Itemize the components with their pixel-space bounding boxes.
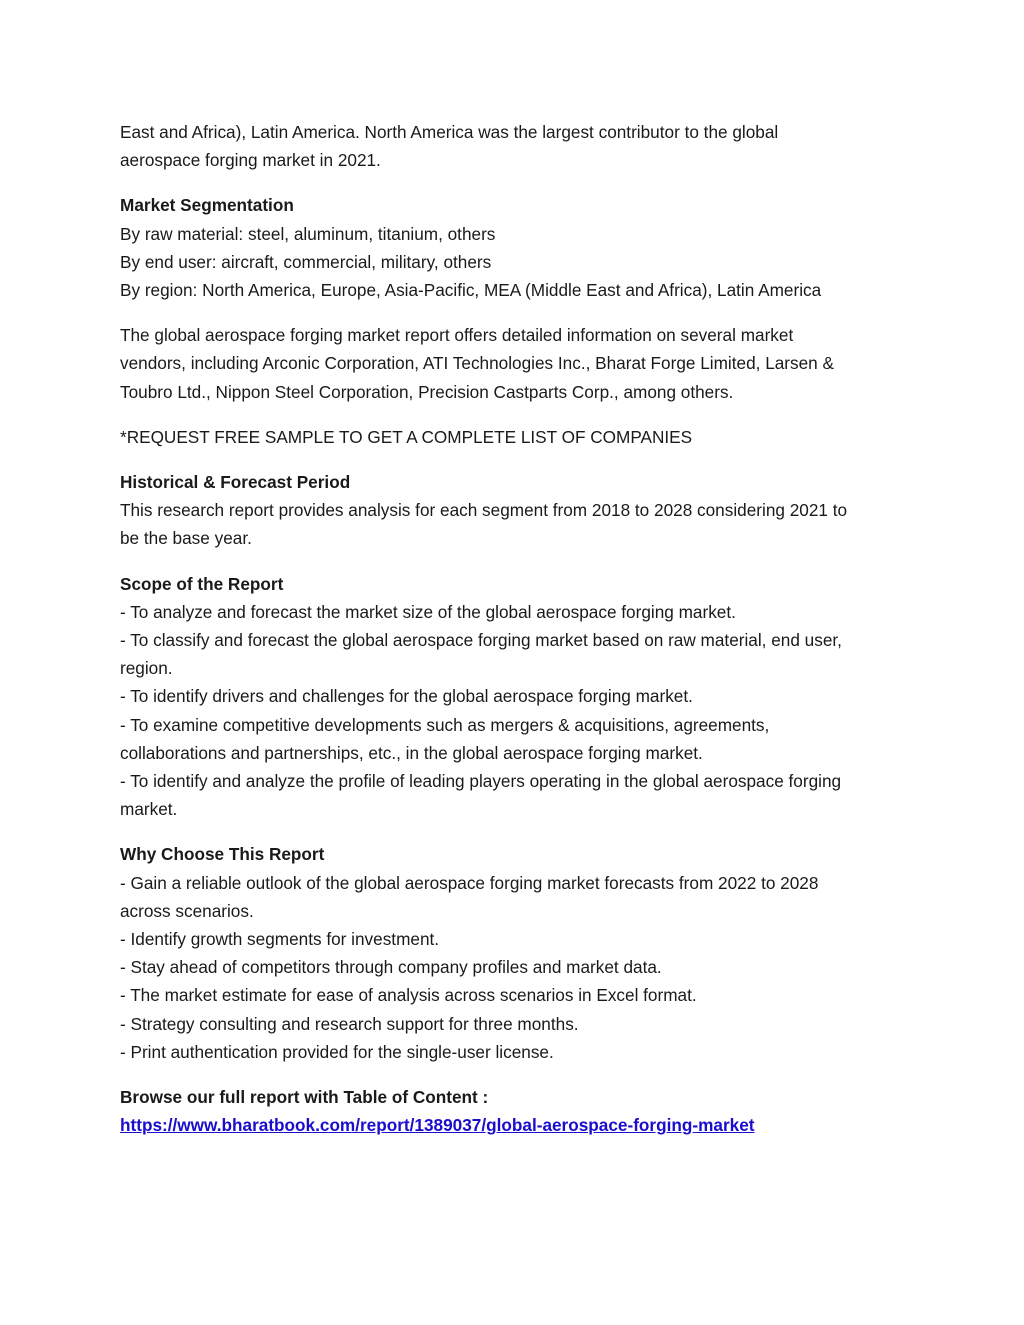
scope-heading: Scope of the Report <box>120 573 284 594</box>
segmentation-item: By raw material: steel, aluminum, titanium, others <box>120 223 496 244</box>
segmentation-item: By end user: aircraft, commercial, military, others <box>120 251 492 272</box>
request-sample-text: *REQUEST FREE SAMPLE TO GET A COMPLETE LIST OF COMPANIES <box>120 426 693 447</box>
document-page <box>120 118 910 1157</box>
browse-heading: Browse our full report with Table of Content : <box>120 1087 489 1108</box>
report-link[interactable]: https://www.bharatbook.com/report/1389037/global-aerospace-forging-market <box>120 1115 755 1136</box>
scope-line: region. <box>120 658 173 679</box>
browse-section <box>120 1083 910 1139</box>
intro-line: East and Africa), Latin America. North America was the largest contributor to the global <box>120 122 779 142</box>
why-choose-line: - Gain a reliable outlook of the global aerospace forging market forecasts from 2022 to 2028 <box>120 872 819 893</box>
scope-line: - To classify and forecast the global aerospace forging market based on raw material, end user, <box>120 630 842 651</box>
scope-line: collaborations and partnerships, etc., in the global aerospace forging market. <box>120 742 703 763</box>
vendors-line: vendors, including Arconic Corporation, ATI Technologies Inc., Bharat Forge Limited, Larsen & <box>120 353 834 374</box>
vendors-line: The global aerospace forging market report offers detailed information on several market <box>120 325 794 346</box>
historical-forecast-line: This research report provides analysis for each segment from 2018 to 2028 considering 2021 to <box>120 500 848 521</box>
why-choose-line: across scenarios. <box>120 900 254 921</box>
why-choose-line: - Strategy consulting and research support for three months. <box>120 1013 579 1034</box>
historical-forecast-line: be the base year. <box>120 528 252 549</box>
why-choose-line: - The market estimate for ease of analysis across scenarios in Excel format. <box>120 985 697 1006</box>
intro-line: aerospace forging market in 2021. <box>120 150 381 171</box>
historical-forecast-section <box>120 468 910 553</box>
why-choose-line: - Identify growth segments for investment. <box>120 929 440 950</box>
why-choose-line: - Stay ahead of competitors through company profiles and market data. <box>120 957 662 978</box>
historical-forecast-heading: Historical & Forecast Period <box>120 472 351 493</box>
request-sample-paragraph <box>120 423 910 451</box>
scope-section <box>120 570 910 824</box>
why-choose-section <box>120 840 910 1066</box>
intro-paragraph <box>120 118 910 174</box>
scope-line: market. <box>120 799 178 820</box>
scope-line: - To identify drivers and challenges for the global aerospace forging market. <box>120 686 693 707</box>
why-choose-line: - Print authentication provided for the single-user license. <box>120 1041 554 1062</box>
segmentation-item: By region: North America, Europe, Asia-Pacific, MEA (Middle East and Africa), Latin America <box>120 280 822 301</box>
scope-line: - To identify and analyze the profile of leading players operating in the global aerospace forging <box>120 771 842 792</box>
market-segmentation-section <box>120 191 910 304</box>
vendors-paragraph <box>120 321 910 406</box>
why-choose-heading: Why Choose This Report <box>120 844 325 865</box>
vendors-line: Toubro Ltd., Nippon Steel Corporation, Precision Castparts Corp., among others. <box>120 381 734 402</box>
scope-line: - To analyze and forecast the market size of the global aerospace forging market. <box>120 601 736 622</box>
market-segmentation-heading: Market Segmentation <box>120 195 294 216</box>
scope-line: - To examine competitive developments such as mergers & acquisitions, agreements, <box>120 714 770 735</box>
